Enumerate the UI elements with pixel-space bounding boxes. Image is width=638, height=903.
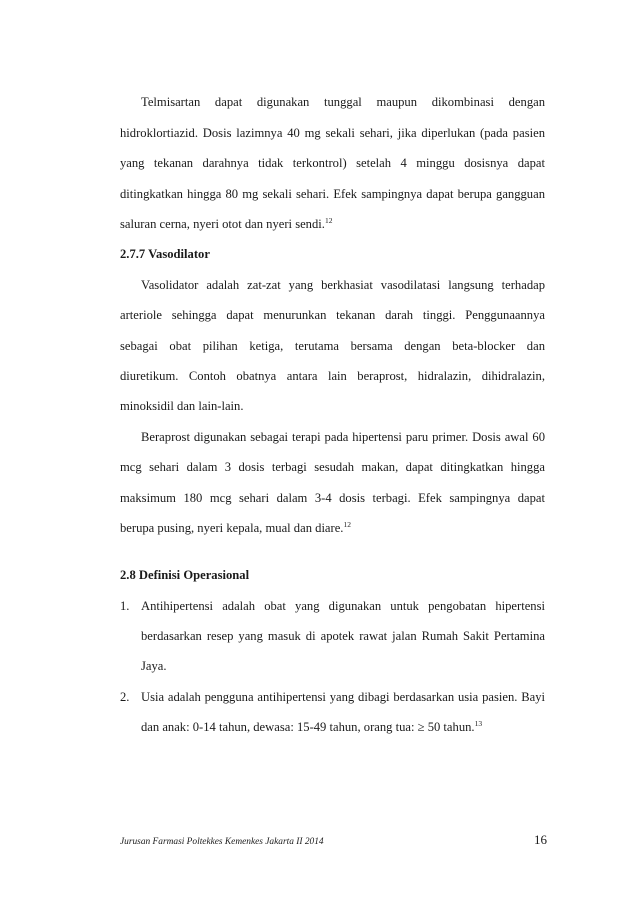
paragraph-vasodilator-line-5: minoksidil dan lain-lain. bbox=[120, 399, 244, 413]
paragraph-telmisartan-line-5 bbox=[120, 216, 545, 232]
paragraph-vasodilator-line-4: diuretikum. Contoh obatnya antara lain beraprost, hidralazin, dihidralazin, bbox=[120, 369, 545, 383]
paragraph-beraprost-line-2: mcg sehari dalam 3 dosis terbagi sesudah makan, dapat ditingkatkan hingga bbox=[120, 460, 545, 474]
paragraph-telmisartan-line-2: hidroklortiazid. Dosis lazimnya 40 mg sekali sehari, jika diperlukan (pada pasien bbox=[120, 126, 545, 140]
list-item-1-line-1: Antihipertensi adalah obat yang digunakan untuk pengobatan hipertensi bbox=[141, 599, 545, 613]
section-heading-2-7-7: 2.7.7 Vasodilator bbox=[120, 247, 210, 261]
paragraph-telmisartan-line-4: ditingkatkan hingga 80 mg sekali sehari. Efek sampingnya dapat berupa gangguan bbox=[120, 187, 545, 201]
section-heading-2-8: 2.8 Definisi Operasional bbox=[120, 568, 250, 582]
paragraph-beraprost-line-4 bbox=[120, 520, 545, 536]
paragraph-vasodilator-line-2: arteriole sehingga dapat menurunkan tekanan darah tinggi. Penggunaannya bbox=[120, 308, 545, 322]
reference-superscript: 12 bbox=[343, 520, 351, 529]
reference-superscript: 13 bbox=[474, 719, 483, 728]
list-item-1-line-3: Jaya. bbox=[141, 659, 167, 673]
list-item-number-1: 1. bbox=[120, 599, 130, 613]
page-number: 16 bbox=[534, 832, 547, 847]
paragraph-vasodilator-line-3: sebagai obat pilihan ketiga, terutama bersama dengan beta-blocker dan bbox=[120, 339, 545, 353]
list-item-2-line-2 bbox=[141, 719, 545, 735]
paragraph-telmisartan-line-3: yang tekanan darahnya tidak terkontrol) setelah 4 minggu dosisnya dapat bbox=[120, 156, 545, 170]
footer-institution: Jurusan Farmasi Poltekkes Kemenkes Jakarta II 2014 bbox=[120, 837, 324, 847]
list-item-1-line-2: berdasarkan resep yang masuk di apotek rawat jalan Rumah Sakit Pertamina bbox=[141, 629, 545, 643]
line-text: dan anak: 0-14 tahun, dewasa: 15-49 tahun, orang tua: ≥ 50 tahun. bbox=[141, 720, 475, 734]
paragraph-vasodilator-line-1: Vasolidator adalah zat-zat yang berkhasiat vasodilatasi langsung terhadap bbox=[141, 278, 545, 292]
paragraph-beraprost-line-1: Beraprost digunakan sebagai terapi pada hipertensi paru primer. Dosis awal 60 bbox=[141, 430, 545, 444]
list-item-number-2: 2. bbox=[120, 690, 130, 704]
list-item-2-line-1: Usia adalah pengguna antihipertensi yang dibagi berdasarkan usia pasien. Bayi bbox=[141, 690, 545, 704]
paragraph-beraprost-line-3: maksimum 180 mcg sehari dalam 3-4 dosis terbagi. Efek sampingnya dapat bbox=[120, 491, 545, 505]
line-text: berupa pusing, nyeri kepala, mual dan diare. bbox=[120, 521, 344, 535]
reference-superscript: 12 bbox=[324, 216, 333, 225]
paragraph-telmisartan-line-1: Telmisartan dapat digunakan tunggal maupun dikombinasi dengan bbox=[141, 95, 545, 109]
line-text: saluran cerna, nyeri otot dan nyeri sendi. bbox=[120, 217, 325, 231]
